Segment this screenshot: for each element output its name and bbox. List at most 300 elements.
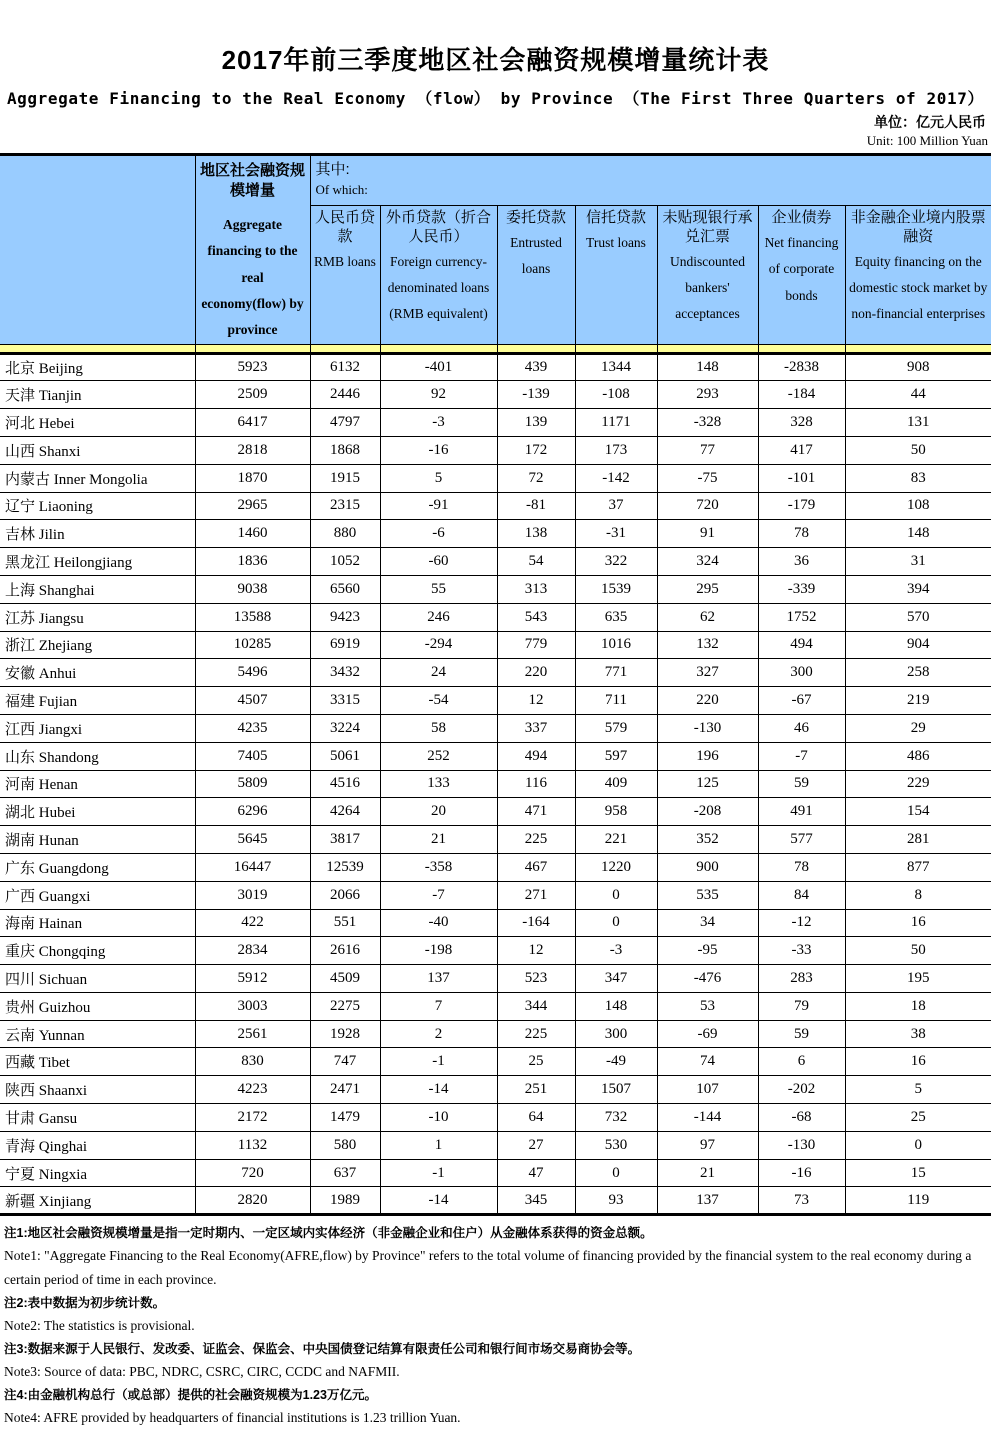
value-cell: 50	[845, 937, 991, 965]
province-cell: 贵州 Guizhou	[0, 992, 195, 1020]
value-cell: -6	[380, 520, 497, 548]
value-cell: -3	[380, 409, 497, 437]
value-cell: 494	[497, 742, 575, 770]
note-item	[4, 1384, 987, 1430]
value-cell: 579	[575, 714, 657, 742]
value-cell: 4507	[195, 687, 310, 715]
table-row	[0, 520, 991, 548]
value-cell: 1870	[195, 464, 310, 492]
value-cell: 91	[657, 520, 758, 548]
value-cell: 345	[497, 1187, 575, 1215]
value-cell: 25	[497, 1048, 575, 1076]
aggregate-header-cn: 地区社会融资规模增量	[196, 161, 310, 200]
value-cell: 0	[575, 909, 657, 937]
province-cell: 安徽 Anhui	[0, 659, 195, 687]
value-cell: 2471	[310, 1076, 380, 1104]
value-cell: 148	[657, 353, 758, 381]
value-cell: 5645	[195, 826, 310, 854]
page-subtitle: Aggregate Financing to the Real Economy （flow） by Province （The First Three Quarters of 2017）	[0, 86, 991, 109]
value-cell: 131	[845, 409, 991, 437]
value-cell: -68	[758, 1104, 845, 1132]
value-cell: 225	[497, 1020, 575, 1048]
value-cell: 313	[497, 575, 575, 603]
value-cell: 471	[497, 798, 575, 826]
value-cell: 747	[310, 1048, 380, 1076]
value-cell: 597	[575, 742, 657, 770]
value-cell: -10	[380, 1104, 497, 1132]
value-cell: 417	[758, 436, 845, 464]
value-cell: 422	[195, 909, 310, 937]
value-cell: 92	[380, 381, 497, 409]
value-cell: -16	[758, 1159, 845, 1187]
value-cell: 64	[497, 1104, 575, 1132]
value-cell: 73	[758, 1187, 845, 1215]
value-cell: -67	[758, 687, 845, 715]
value-cell: 5	[380, 464, 497, 492]
title-block	[0, 0, 991, 149]
value-cell: 3432	[310, 659, 380, 687]
column-header-en: Undiscounted bankers' acceptances	[658, 249, 758, 328]
value-cell: 0	[575, 881, 657, 909]
value-cell: 50	[845, 436, 991, 464]
value-cell: 133	[380, 770, 497, 798]
value-cell: 132	[657, 631, 758, 659]
column-header-en: Equity financing on the domestic stock market by non-financial enterprises	[846, 249, 991, 328]
value-cell: -40	[380, 909, 497, 937]
afre-table	[0, 153, 991, 1216]
value-cell: 6560	[310, 575, 380, 603]
column-header-cn: 非金融企业境内股票融资	[846, 209, 991, 247]
value-cell: 2818	[195, 436, 310, 464]
value-cell: 344	[497, 992, 575, 1020]
value-cell: 543	[497, 603, 575, 631]
column-header-en: Net financing of corporate bonds	[759, 230, 845, 309]
yellow-band-cell	[497, 344, 575, 353]
value-cell: 2172	[195, 1104, 310, 1132]
value-cell: 37	[575, 492, 657, 520]
value-cell: 21	[657, 1159, 758, 1187]
table-row	[0, 1104, 991, 1132]
yellow-band-cell	[758, 344, 845, 353]
value-cell: -81	[497, 492, 575, 520]
value-cell: 1460	[195, 520, 310, 548]
value-cell: 31	[845, 548, 991, 576]
value-cell: 5912	[195, 965, 310, 993]
column-header-cn: 未贴现银行承兑汇票	[658, 209, 758, 247]
value-cell: 79	[758, 992, 845, 1020]
table-row	[0, 965, 991, 993]
table-row	[0, 464, 991, 492]
column-header-en: RMB loans	[311, 249, 380, 275]
value-cell: -108	[575, 381, 657, 409]
province-cell: 山东 Shandong	[0, 742, 195, 770]
value-cell: 13588	[195, 603, 310, 631]
value-cell: 324	[657, 548, 758, 576]
value-cell: -60	[380, 548, 497, 576]
value-cell: -179	[758, 492, 845, 520]
value-cell: -130	[657, 714, 758, 742]
value-cell: -476	[657, 965, 758, 993]
province-cell: 陕西 Shaanxi	[0, 1076, 195, 1104]
value-cell: 1171	[575, 409, 657, 437]
value-cell: 172	[497, 436, 575, 464]
value-cell: 1915	[310, 464, 380, 492]
value-cell: 1928	[310, 1020, 380, 1048]
value-cell: 78	[758, 853, 845, 881]
province-cell: 内蒙古 Inner Mongolia	[0, 464, 195, 492]
value-cell: 2616	[310, 937, 380, 965]
value-cell: 1836	[195, 548, 310, 576]
value-cell: 258	[845, 659, 991, 687]
value-cell: -14	[380, 1076, 497, 1104]
value-cell: 1989	[310, 1187, 380, 1215]
province-cell: 重庆 Chongqing	[0, 937, 195, 965]
value-cell: 148	[575, 992, 657, 1020]
value-cell: -3	[575, 937, 657, 965]
yellow-band-row	[0, 344, 991, 353]
table-row	[0, 798, 991, 826]
value-cell: 16	[845, 1048, 991, 1076]
value-cell: 4509	[310, 965, 380, 993]
value-cell: 195	[845, 965, 991, 993]
table-row	[0, 603, 991, 631]
value-cell: 394	[845, 575, 991, 603]
value-cell: 523	[497, 965, 575, 993]
province-cell: 西藏 Tibet	[0, 1048, 195, 1076]
value-cell: 271	[497, 881, 575, 909]
province-cell: 云南 Yunnan	[0, 1020, 195, 1048]
province-cell: 广西 Guangxi	[0, 881, 195, 909]
yellow-band-cell	[380, 344, 497, 353]
value-cell: -184	[758, 381, 845, 409]
value-cell: 877	[845, 853, 991, 881]
value-cell: 27	[497, 1131, 575, 1159]
table-row	[0, 853, 991, 881]
value-cell: 3224	[310, 714, 380, 742]
value-cell: 720	[657, 492, 758, 520]
value-cell: -16	[380, 436, 497, 464]
value-cell: 409	[575, 770, 657, 798]
value-cell: 328	[758, 409, 845, 437]
value-cell: -101	[758, 464, 845, 492]
value-cell: 2509	[195, 381, 310, 409]
value-cell: -339	[758, 575, 845, 603]
value-cell: 9038	[195, 575, 310, 603]
value-cell: 530	[575, 1131, 657, 1159]
value-cell: 771	[575, 659, 657, 687]
value-cell: 10285	[195, 631, 310, 659]
value-cell: 300	[575, 1020, 657, 1048]
column-header-cn: 外币贷款（折合人民币）	[381, 209, 497, 247]
value-cell: 84	[758, 881, 845, 909]
value-cell: 219	[845, 687, 991, 715]
value-cell: 1752	[758, 603, 845, 631]
value-cell: 252	[380, 742, 497, 770]
value-cell: 467	[497, 853, 575, 881]
yellow-band-cell	[575, 344, 657, 353]
value-cell: -328	[657, 409, 758, 437]
value-cell: 12	[497, 937, 575, 965]
value-cell: -1	[380, 1159, 497, 1187]
value-cell: 5061	[310, 742, 380, 770]
value-cell: -142	[575, 464, 657, 492]
note-text-cn: 注3:数据来源于人民银行、发改委、证监会、保监会、中央国债登记结算有限责任公司和银行间市场交易商协会等。	[4, 1338, 987, 1360]
value-cell: 221	[575, 826, 657, 854]
value-cell: 220	[497, 659, 575, 687]
value-cell: 327	[657, 659, 758, 687]
value-cell: 439	[497, 353, 575, 381]
value-cell: 908	[845, 353, 991, 381]
value-cell: 300	[758, 659, 845, 687]
value-cell: 2561	[195, 1020, 310, 1048]
yellow-band-cell	[845, 344, 991, 353]
province-cell: 河南 Henan	[0, 770, 195, 798]
value-cell: 347	[575, 965, 657, 993]
value-cell: 25	[845, 1104, 991, 1132]
of-which-en: Of which:	[316, 180, 991, 200]
value-cell: 1507	[575, 1076, 657, 1104]
value-cell: 1868	[310, 436, 380, 464]
province-cell: 广东 Guangdong	[0, 853, 195, 881]
value-cell: 125	[657, 770, 758, 798]
province-cell: 福建 Fujian	[0, 687, 195, 715]
table-row	[0, 353, 991, 381]
value-cell: 21	[380, 826, 497, 854]
value-cell: 72	[497, 464, 575, 492]
of-which-header	[310, 155, 991, 206]
value-cell: -198	[380, 937, 497, 965]
value-cell: -164	[497, 909, 575, 937]
value-cell: 732	[575, 1104, 657, 1132]
value-cell: -401	[380, 353, 497, 381]
value-cell: 2834	[195, 937, 310, 965]
value-cell: -95	[657, 937, 758, 965]
value-cell: -358	[380, 853, 497, 881]
value-cell: 138	[497, 520, 575, 548]
note-item	[4, 1292, 987, 1338]
value-cell: 225	[497, 826, 575, 854]
value-cell: 352	[657, 826, 758, 854]
value-cell: 535	[657, 881, 758, 909]
value-cell: -14	[380, 1187, 497, 1215]
table-row	[0, 687, 991, 715]
province-cell: 江苏 Jiangsu	[0, 603, 195, 631]
value-cell: 5	[845, 1076, 991, 1104]
value-cell: 139	[497, 409, 575, 437]
yellow-band-cell	[310, 344, 380, 353]
value-cell: 494	[758, 631, 845, 659]
value-cell: 47	[497, 1159, 575, 1187]
table-row	[0, 1020, 991, 1048]
value-cell: 4264	[310, 798, 380, 826]
value-cell: 9423	[310, 603, 380, 631]
province-cell: 江西 Jiangxi	[0, 714, 195, 742]
value-cell: 2275	[310, 992, 380, 1020]
value-cell: 6296	[195, 798, 310, 826]
table-row	[0, 937, 991, 965]
value-cell: -33	[758, 937, 845, 965]
aggregate-header-en: Aggregate financing to the real economy(flow) by province	[196, 212, 310, 344]
value-cell: -31	[575, 520, 657, 548]
value-cell: 59	[758, 770, 845, 798]
value-cell: 1016	[575, 631, 657, 659]
value-cell: 46	[758, 714, 845, 742]
province-header-blank	[0, 155, 195, 345]
value-cell: 55	[380, 575, 497, 603]
province-cell: 海南 Hainan	[0, 909, 195, 937]
unit-label-en: Unit: 100 Million Yuan	[0, 133, 991, 149]
value-cell: 551	[310, 909, 380, 937]
value-cell: 5496	[195, 659, 310, 687]
value-cell: 6919	[310, 631, 380, 659]
value-cell: 6417	[195, 409, 310, 437]
province-cell: 黑龙江 Heilongjiang	[0, 548, 195, 576]
value-cell: 281	[845, 826, 991, 854]
value-cell: 486	[845, 742, 991, 770]
column-header	[657, 206, 758, 344]
column-header	[497, 206, 575, 344]
value-cell: -2838	[758, 353, 845, 381]
note-item	[4, 1222, 987, 1292]
value-cell: 24	[380, 659, 497, 687]
value-cell: 2820	[195, 1187, 310, 1215]
table-header	[0, 155, 991, 354]
value-cell: 1052	[310, 548, 380, 576]
value-cell: 93	[575, 1187, 657, 1215]
of-which-cn: 其中:	[316, 159, 991, 180]
value-cell: 4797	[310, 409, 380, 437]
value-cell: 7405	[195, 742, 310, 770]
value-cell: 34	[657, 909, 758, 937]
column-header-en: Entrusted loans	[498, 230, 575, 283]
value-cell: -69	[657, 1020, 758, 1048]
note-item	[4, 1338, 987, 1384]
value-cell: -7	[758, 742, 845, 770]
note-text-en: Note3: Source of data: PBC, NDRC, CSRC, CIRC, CCDC and NAFMII.	[4, 1360, 987, 1384]
value-cell: 4516	[310, 770, 380, 798]
value-cell: 97	[657, 1131, 758, 1159]
value-cell: 7	[380, 992, 497, 1020]
value-cell: 880	[310, 520, 380, 548]
value-cell: 1132	[195, 1131, 310, 1159]
note-text-en: Note1: "Aggregate Financing to the Real Economy(AFRE,flow) by Province" refers to the total volume of financing provided by the financial system to the real economy during a certain period of time in each province.	[4, 1244, 987, 1292]
value-cell: 1220	[575, 853, 657, 881]
value-cell: 283	[758, 965, 845, 993]
value-cell: 77	[657, 436, 758, 464]
value-cell: 3003	[195, 992, 310, 1020]
value-cell: 0	[575, 1159, 657, 1187]
value-cell: 119	[845, 1187, 991, 1215]
value-cell: 148	[845, 520, 991, 548]
column-header	[380, 206, 497, 344]
value-cell: 59	[758, 1020, 845, 1048]
province-cell: 上海 Shanghai	[0, 575, 195, 603]
province-cell: 山西 Shanxi	[0, 436, 195, 464]
value-cell: 5809	[195, 770, 310, 798]
yellow-band-cell	[0, 344, 195, 353]
value-cell: 1539	[575, 575, 657, 603]
province-cell: 宁夏 Ningxia	[0, 1159, 195, 1187]
province-cell: 河北 Hebei	[0, 409, 195, 437]
province-cell: 北京 Beijing	[0, 353, 195, 381]
value-cell: 637	[310, 1159, 380, 1187]
value-cell: 720	[195, 1159, 310, 1187]
value-cell: 246	[380, 603, 497, 631]
table-row	[0, 826, 991, 854]
value-cell: 1344	[575, 353, 657, 381]
value-cell: 2446	[310, 381, 380, 409]
value-cell: 154	[845, 798, 991, 826]
province-cell: 吉林 Jilin	[0, 520, 195, 548]
value-cell: 58	[380, 714, 497, 742]
column-header-cn: 人民币贷款	[311, 209, 380, 247]
value-cell: -91	[380, 492, 497, 520]
value-cell: 900	[657, 853, 758, 881]
value-cell: 830	[195, 1048, 310, 1076]
value-cell: 491	[758, 798, 845, 826]
province-cell: 新疆 Xinjiang	[0, 1187, 195, 1215]
value-cell: -202	[758, 1076, 845, 1104]
table-row	[0, 492, 991, 520]
value-cell: 295	[657, 575, 758, 603]
province-cell: 湖南 Hunan	[0, 826, 195, 854]
table-row	[0, 436, 991, 464]
value-cell: -294	[380, 631, 497, 659]
value-cell: -12	[758, 909, 845, 937]
value-cell: 577	[758, 826, 845, 854]
value-cell: 116	[497, 770, 575, 798]
value-cell: 251	[497, 1076, 575, 1104]
province-cell: 天津 Tianjin	[0, 381, 195, 409]
value-cell: 904	[845, 631, 991, 659]
column-header	[758, 206, 845, 344]
column-header-cn: 信托贷款	[576, 209, 657, 228]
unit-label-cn: 单位：亿元人民币	[0, 112, 991, 132]
province-cell: 甘肃 Gansu	[0, 1104, 195, 1132]
table-row	[0, 1159, 991, 1187]
note-text-en: Note4: AFRE provided by headquarters of financial institutions is 1.23 trillion Yuan.	[4, 1406, 987, 1430]
value-cell: 0	[845, 1131, 991, 1159]
value-cell: 3817	[310, 826, 380, 854]
value-cell: 293	[657, 381, 758, 409]
value-cell: -75	[657, 464, 758, 492]
table-row	[0, 1131, 991, 1159]
value-cell: 779	[497, 631, 575, 659]
value-cell: -54	[380, 687, 497, 715]
table-body	[0, 353, 991, 1215]
column-header-en: Trust loans	[576, 230, 657, 256]
table-row	[0, 575, 991, 603]
value-cell: 958	[575, 798, 657, 826]
value-cell: 322	[575, 548, 657, 576]
aggregate-column-header	[195, 155, 310, 345]
value-cell: 29	[845, 714, 991, 742]
value-cell: 2965	[195, 492, 310, 520]
value-cell: 108	[845, 492, 991, 520]
value-cell: 53	[657, 992, 758, 1020]
note-text-en: Note2: The statistics is provisional.	[4, 1314, 987, 1338]
yellow-band-cell	[195, 344, 310, 353]
column-header-en: Foreign currency-denominated loans (RMB equivalent)	[381, 249, 497, 328]
table-row	[0, 714, 991, 742]
value-cell: 137	[380, 965, 497, 993]
value-cell: 4223	[195, 1076, 310, 1104]
value-cell: 12	[497, 687, 575, 715]
note-text-cn: 注1:地区社会融资规模增量是指一定时期内、一定区域内实体经济（非金融企业和住户）从金融体系获得的资金总额。	[4, 1222, 987, 1244]
table-row	[0, 770, 991, 798]
value-cell: 1479	[310, 1104, 380, 1132]
value-cell: 54	[497, 548, 575, 576]
